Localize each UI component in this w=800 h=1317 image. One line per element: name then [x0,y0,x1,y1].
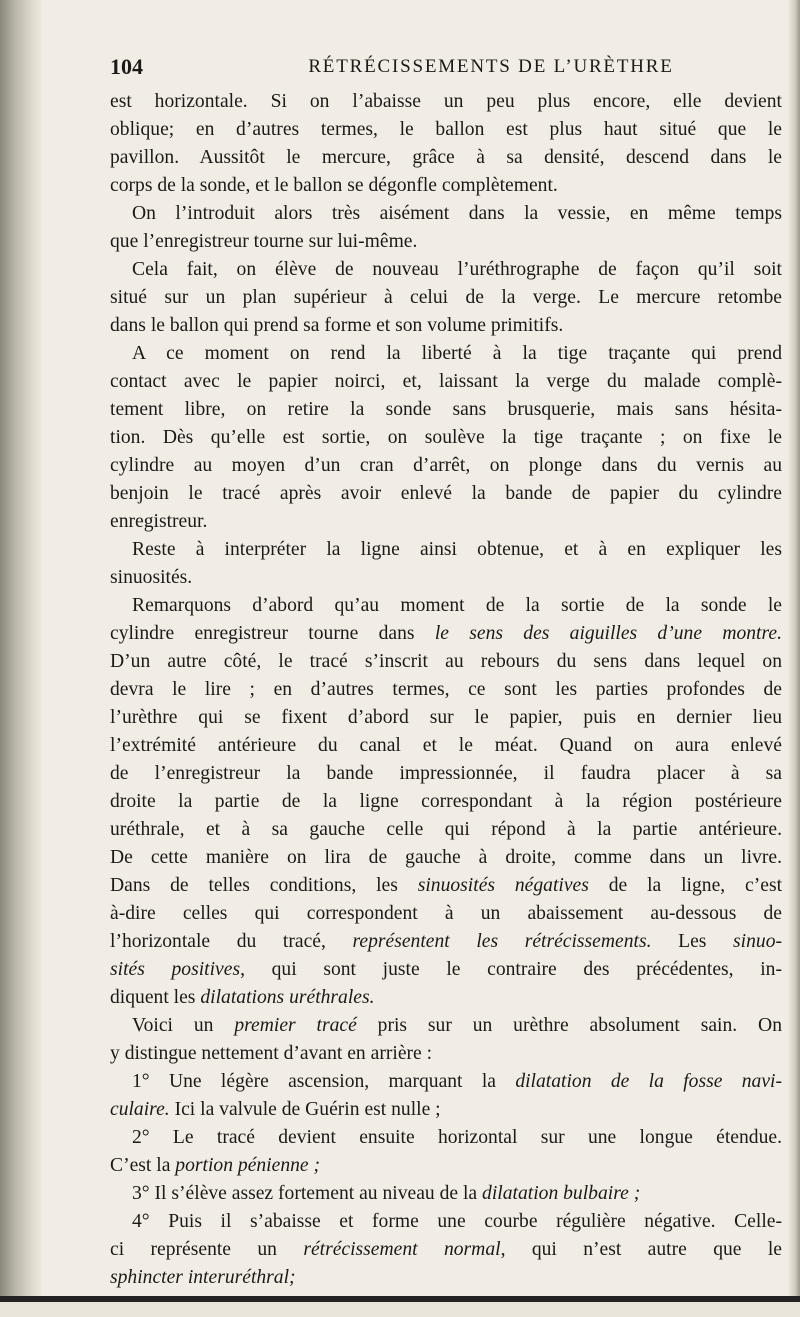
text-line [110,452,782,480]
text-run: Dans de telles conditions, les [110,875,418,896]
text-run: sinuosités. [110,567,193,588]
text-line [110,872,782,900]
text-run: situé sur un plan supérieur à celui de la verge. Le mercure retombe [110,287,782,308]
text-run: On l’introduit alors très aisément dans la vessie, en même temps [132,203,782,224]
italic-text: dilatations uréthrales. [200,987,375,1008]
text-run: D’un autre côté, le tracé s’inscrit au rebours du sens dans lequel on [110,651,782,672]
text-line [110,1124,782,1152]
text-line [110,312,782,340]
text-line [110,284,782,312]
text-run: benjoin le tracé après avoir enlevé la bande de papier du cylindre [110,483,782,504]
text-line [110,704,782,732]
text-line [110,256,782,284]
text-run: pris sur un urèthre absolument sain. On [356,1015,782,1036]
text-line [110,340,782,368]
page-number: 104 [110,54,143,79]
text-run: C’est la [110,1155,176,1176]
text-line [110,928,782,956]
text-line [110,1152,782,1180]
text-line [110,816,782,844]
text-run: 4° Puis il s’abaisse et forme une courbe régulière négative. Celle- [132,1211,782,1232]
text-run: à-dire celles qui correspondent à un abaissement au-dessous de [110,903,782,924]
text-run: , qui n’est autre que le [500,1239,782,1260]
text-run: que l’enregistreur tourne sur lui-même. [110,231,418,252]
text-run: dans le ballon qui prend sa forme et son volume primitifs. [110,315,564,336]
text-line [110,368,782,396]
italic-text: rétrécissement normal [303,1239,501,1260]
text-run: l’extrémité antérieure du canal et le méat. Quand on aura enlevé [110,735,782,756]
text-run: , qui sont juste le contraire des précédentes, in- [240,959,782,980]
text-run: Les [651,931,734,952]
text-line [110,564,782,592]
text-run: tement libre, on retire la sonde sans brusquerie, mais sans hésita- [110,399,782,420]
text-line [110,88,782,116]
text-run: est horizontale. Si on l’abaisse un peu plus encore, elle devient [110,91,782,112]
text-run: Voici un [132,1015,235,1036]
text-run: droite la partie de la ligne correspondant à la région postérieure [110,791,782,812]
text-run: Reste à interpréter la ligne ainsi obtenue, et à en expliquer les [132,539,782,560]
text-run: l’horizontale du tracé, [110,931,353,952]
text-run: 2° Le tracé devient ensuite horizontal sur une longue étendue. [132,1127,782,1148]
italic-text: sités positives [110,959,241,980]
text-line [110,592,782,620]
text-line [110,116,782,144]
text-run: oblique; en d’autres termes, le ballon est plus haut situé que le [110,119,782,140]
text-line [110,144,782,172]
italic-text: premier tracé [234,1015,357,1036]
text-run: de l’enregistreur la bande impressionnée, il faudra placer à sa [110,763,782,784]
text-run: Ici la valvule de Guérin est nulle ; [169,1099,441,1120]
text-run: cylindre enregistreur tourne dans [110,623,435,644]
page-header [110,54,782,84]
text-run: y distingue nettement d’avant en arrière : [110,1043,433,1064]
text-line [110,228,782,256]
text-run: devra le lire ; en d’autres termes, ce sont les parties profondes de [110,679,782,700]
text-run: 3° Il s’élève assez fortement au niveau de la [132,1183,483,1204]
text-run: enregistreur. [110,511,208,532]
text-run: corps de la sonde, et le ballon se dégonfle complètement. [110,175,558,196]
text-line [110,480,782,508]
italic-text: sphincter interuréthral; [110,1267,296,1288]
italic-text: le sens des aiguilles d’une montre. [434,623,782,644]
text-line [110,200,782,228]
page-binding-gutter [0,0,42,1317]
text-run: ci représente un [110,1239,304,1260]
text-line [110,788,782,816]
text-line [110,536,782,564]
page-right-edge [788,0,800,1317]
text-run: Remarquons d’abord qu’au moment de la sortie de la sonde le [132,595,782,616]
text-run: de la ligne, c’est [588,875,783,896]
text-line [110,648,782,676]
text-run: Cela fait, on élève de nouveau l’uréthrographe de façon qu’il soit [132,259,782,280]
text-line [110,1068,782,1096]
text-run: pavillon. Aussitôt le mercure, grâce à sa densité, descend dans le [110,147,782,168]
text-run: contact avec le papier noirci, et, laissant la verge du malade complè- [110,371,782,392]
text-line [110,1012,782,1040]
text-line [110,676,782,704]
italic-text: dilatation de la fosse navi- [515,1071,783,1092]
text-run: A ce moment on rend la liberté à la tige traçante qui prend [132,343,782,364]
text-line [110,900,782,928]
text-line [110,1096,782,1124]
text-line [110,396,782,424]
text-line [110,172,782,200]
italic-text: dilatation bulbaire ; [482,1183,641,1204]
text-run: uréthrale, et à sa gauche celle qui répond à la partie antérieure. [110,819,782,840]
running-head: RÉTRÉCISSEMENTS DE L’URÈTHRE [308,56,674,77]
italic-text: sinuosités négatives [417,875,589,896]
body-text [110,88,782,1292]
text-line [110,1236,782,1264]
text-run: De cette manière on lira de gauche à droite, comme dans un livre. [110,847,782,868]
text-line [110,984,782,1012]
italic-text: sinuo- [733,931,783,952]
text-line [110,1264,782,1292]
text-line [110,620,782,648]
text-line [110,956,782,984]
text-line [110,1180,782,1208]
text-line [110,1208,782,1236]
text-run: cylindre au moyen d’un cran d’arrêt, on plonge dans du vernis au [110,455,782,476]
text-line [110,508,782,536]
text-run: tion. Dès qu’elle est sortie, on soulève la tige traçante ; on fixe le [110,427,782,448]
text-run: diquent les [110,987,201,1008]
text-run: 1° Une légère ascension, marquant la [132,1071,516,1092]
bottom-band [0,1302,800,1317]
text-line [110,760,782,788]
italic-text: représentent les rétrécissements. [352,931,652,952]
text-line [110,1040,782,1068]
text-line [110,844,782,872]
text-line [110,732,782,760]
italic-text: culaire. [110,1099,170,1120]
italic-text: portion pénienne ; [175,1155,321,1176]
text-run: l’urèthre qui se fixent d’abord sur le papier, puis en dernier lieu [110,707,782,728]
text-line [110,424,782,452]
